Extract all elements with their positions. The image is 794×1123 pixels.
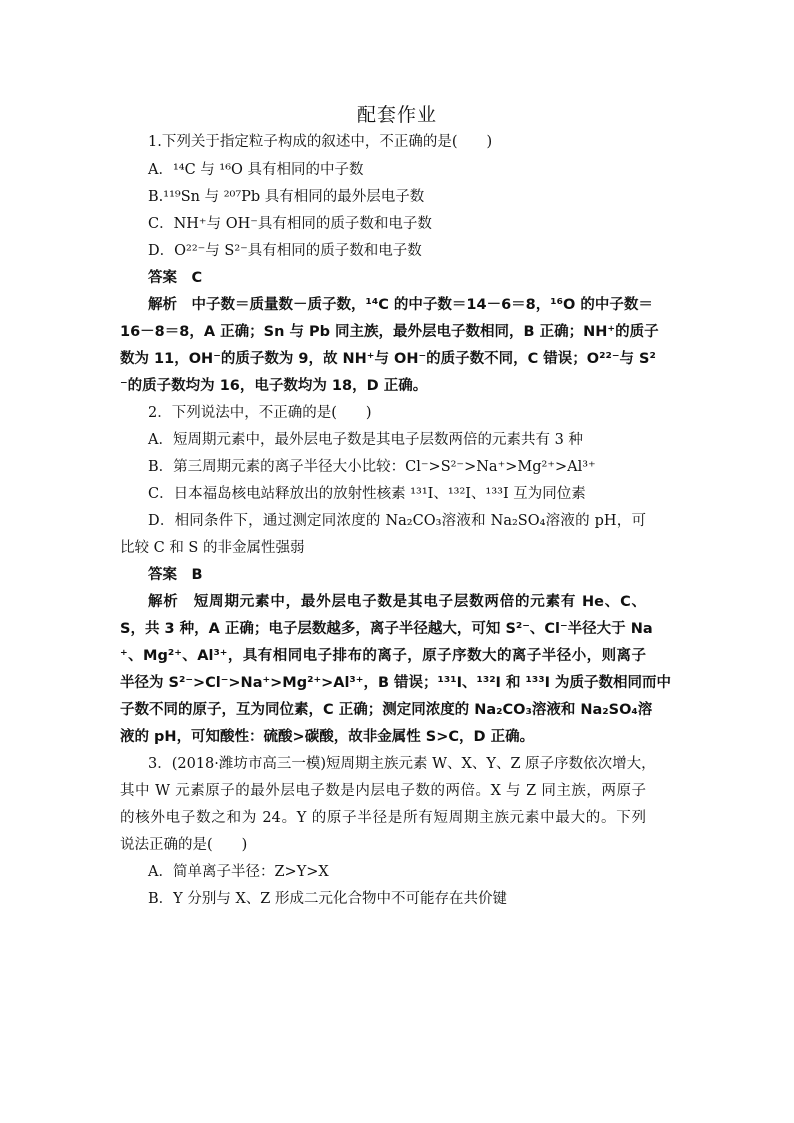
question-2-stem: 2．下列说法中，不正确的是( ) [148, 405, 372, 421]
page-title: 配套作业 [356, 104, 437, 126]
question-2-option-c: C．日本福岛核电站释放出的放射性核素 ¹³¹I、¹³²I、¹³³I 互为同位素 [148, 486, 586, 502]
question-2-option-a: A．短周期元素中，最外层电子数是其电子层数两倍的元素共有 3 种 [148, 432, 583, 448]
question-1-answer: 答案 C [148, 270, 203, 286]
question-2-analysis-line: 液的 pH，可知酸性：硫酸>碳酸，故非金属性 S>C，D 正确。 [120, 729, 535, 745]
question-1-option-b: B.¹¹⁹Sn 与 ²⁰⁷Pb 具有相同的最外层电子数 [148, 189, 425, 205]
question-2-option-b: B．第三周期元素的离子半径大小比较：Cl⁻>S²⁻>Na⁺>Mg²⁺>Al³⁺ [148, 459, 596, 475]
question-1-option-a: A．¹⁴C 与 ¹⁶O 具有相同的中子数 [148, 162, 364, 178]
question-1-option-c: C．NH⁺与 OH⁻具有相同的质子数和电子数 [148, 216, 432, 232]
question-2-analysis-line: 半径为 S²⁻>Cl⁻>Na⁺>Mg²⁺>Al³⁺，B 错误；¹³¹I、¹³²I 和 ¹³³I 为质子数相同而中 [120, 675, 672, 691]
question-2-analysis-line: 解析 短周期元素中，最外层电子数是其电子层数两倍的元素有 He、C、 [148, 594, 646, 610]
question-3-stem-cont: 说法正确的是( ) [120, 837, 248, 853]
question-2-option-d: D．相同条件下，通过测定同浓度的 Na₂CO₃溶液和 Na₂SO₄溶液的 pH，可 [148, 513, 646, 529]
question-1-analysis-line: 16－8＝8，A 正确；Sn 与 Pb 同主族，最外层电子数相同，B 正确；NH⁺的质子 [120, 324, 659, 340]
question-2-option-d-cont: 比较 C 和 S 的非金属性强弱 [120, 540, 305, 556]
question-2-analysis-line: S，共 3 种，A 正确；电子层数越多，离子半径越大，可知 S²⁻、Cl⁻半径大于 Na [120, 621, 653, 637]
question-2-analysis-line: 子数不同的原子，互为同位素，C 正确；测定同浓度的 Na₂CO₃溶液和 Na₂SO₄溶 [120, 702, 653, 718]
question-3-option-a: A．简单离子半径：Z>Y>X [148, 864, 329, 880]
question-3-stem-cont: 其中 W 元素原子的最外层电子数是内层电子数的两倍。X 与 Z 同主族，两原子 [120, 783, 646, 799]
question-3-stem-cont: 的核外电子数之和为 24。Y 的原子半径是所有短周期主族元素中最大的。下列 [120, 810, 646, 826]
question-3-stem: 3．(2018·潍坊市高三一模)短周期主族元素 W、X、Y、Z 原子序数依次增大， [148, 756, 656, 772]
question-2-answer: 答案 B [148, 567, 203, 583]
question-1-analysis-line: ⁻的质子数均为 16，电子数均为 18，D 正确。 [120, 378, 428, 394]
question-1-stem: 1.下列关于指定粒子构成的叙述中，不正确的是( ) [148, 134, 493, 150]
question-1-option-d: D．O²²⁻与 S²⁻具有相同的质子数和电子数 [148, 243, 422, 259]
question-2-analysis-line: ⁺、Mg²⁺、Al³⁺，具有相同电子排布的离子，原子序数大的离子半径小，则离子 [120, 648, 646, 664]
question-1-analysis-line: 数为 11，OH⁻的质子数为 9，故 NH⁺与 OH⁻的质子数不同，C 错误；O²²⁻与 S² [120, 351, 656, 367]
question-3-option-b: B．Y 分别与 X、Z 形成二元化合物中不可能存在共价键 [148, 891, 507, 907]
question-1-analysis-line: 解析 中子数＝质量数－质子数，¹⁴C 的中子数＝14－6＝8，¹⁶O 的中子数＝ [148, 297, 653, 313]
